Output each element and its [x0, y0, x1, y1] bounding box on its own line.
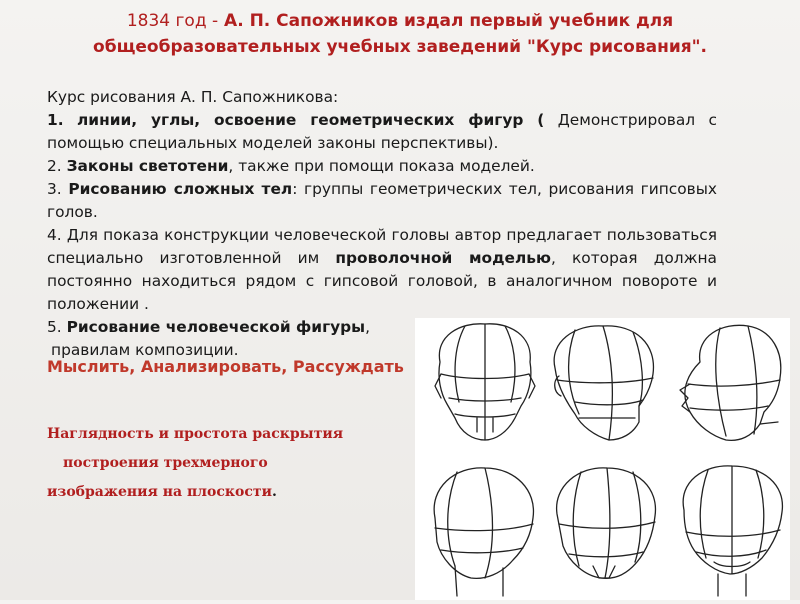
- course-heading: Курс рисования А. П. Сапожникова:: [47, 88, 339, 106]
- title-text-1: А. П. Сапожников издал первый учебник для: [224, 11, 674, 31]
- item-2-num: 2.: [47, 157, 62, 175]
- principles-line-3: [47, 478, 343, 507]
- title-line-1: [30, 8, 770, 34]
- item-5-num: 5.: [47, 318, 62, 336]
- title-year: 1834 год -: [126, 11, 219, 31]
- item-4-text-1: 4. Для показа конструкции человеческой головы автор предлагает пользоваться специально изготовленной им: [47, 226, 717, 267]
- course-item-1: [47, 109, 717, 155]
- principles-period: .: [271, 484, 277, 500]
- item-1-text: Демонстрировал с помощью специальных моделей законы перспективы).: [47, 111, 717, 152]
- wire-head-drawings: [415, 318, 790, 600]
- item-3-text: : группы геометрических тел, рисования гипсовых голов.: [47, 180, 717, 221]
- red-slogan: Мыслить, Анализировать, Рассуждать: [47, 357, 404, 376]
- item-1-bold: линии, углы, освоение геометрических фигур (: [77, 111, 545, 129]
- item-4-text-2: , которая должна постоянно находиться рядом с гипсовой головой, в аналогичном повороте и положении .: [47, 249, 717, 313]
- item-3-num: 3.: [47, 180, 62, 198]
- principles-line-2: построения трехмерного: [63, 455, 268, 471]
- item-3-bold: Рисованию сложных тел: [68, 180, 293, 198]
- head-front: [435, 324, 535, 440]
- item-2-bold: Законы светотени: [66, 157, 229, 175]
- head-three-quarter: [554, 326, 653, 440]
- item-5-bold: Рисование человеческой фигуры: [66, 318, 366, 336]
- course-item-4: [47, 224, 717, 316]
- item-4-bold: проволочной моделью: [335, 249, 551, 267]
- slide-title: [30, 8, 770, 60]
- heads-illustration: [415, 318, 790, 600]
- principles-line-1: Наглядность и простота раскрытия: [47, 426, 344, 442]
- title-line-2: общеобразовательных учебных заведений "Курс рисования".: [93, 37, 707, 57]
- course-item-5-cont: правилам композиции.: [51, 341, 239, 359]
- head-profile: [680, 325, 781, 440]
- principles-line-3-text: изображения на плоскости: [47, 484, 272, 500]
- item-2-text: , также при помощи показа моделей.: [228, 157, 535, 175]
- head-tilted: [434, 468, 533, 596]
- head-up: [557, 468, 656, 579]
- course-item-3: [47, 178, 717, 224]
- item-1-num: 1.: [47, 111, 64, 129]
- course-item-2: [47, 155, 717, 178]
- item-5-text: ,: [365, 318, 370, 336]
- principles-block: [47, 420, 343, 507]
- head-below: [683, 466, 782, 596]
